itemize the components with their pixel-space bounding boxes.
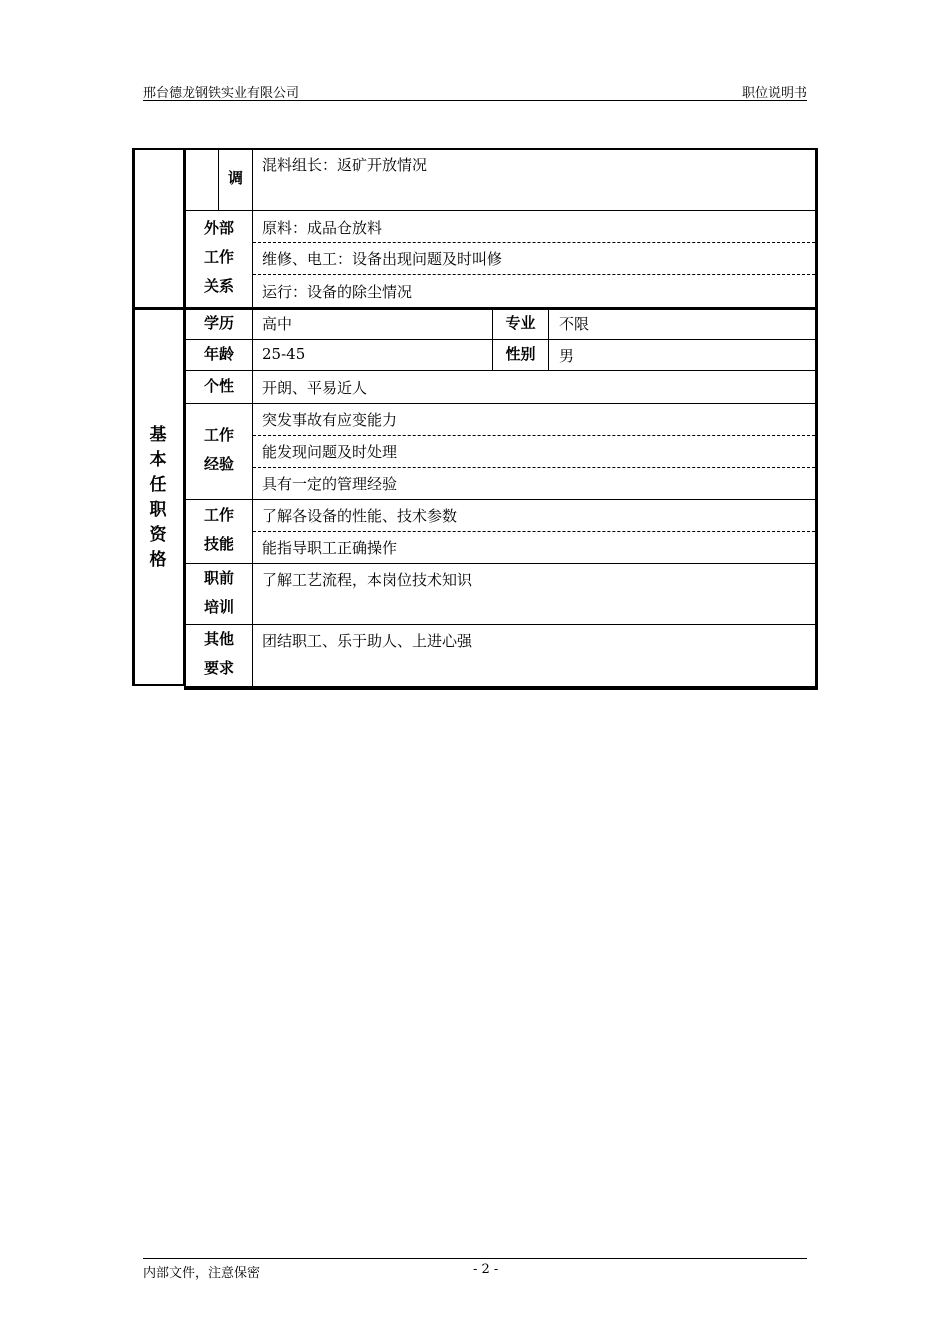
- document-title: 职位说明书: [741, 86, 807, 101]
- page-number: - 2 -: [473, 1262, 499, 1277]
- skills-item: 了解各设备的性能、技术参数: [262, 507, 458, 525]
- section-label-char: 本: [149, 450, 167, 470]
- section-label-qualifications: [148, 423, 168, 573]
- major-value: 不限: [559, 315, 590, 333]
- col-line-label: [252, 148, 253, 686]
- section-label-char: 格: [149, 550, 167, 570]
- skills-label-1: 工作: [203, 506, 234, 524]
- experience-item: 具有一定的管理经验: [262, 475, 398, 493]
- external-relation-item: 维修、电工：设备出现问题及时叫修: [262, 250, 503, 268]
- experience-item: 能发现问题及时处理: [262, 443, 398, 461]
- external-relation-item: 运行：设备的除尘情况: [262, 283, 413, 301]
- training-label-1: 职前: [203, 569, 234, 587]
- other-label-2: 要求: [203, 659, 234, 677]
- job-description-table: [132, 148, 818, 690]
- major-label: 专业: [505, 314, 536, 332]
- page-footer: [143, 1258, 807, 1281]
- company-name: 邢台德龙钢铁实业有限公司: [143, 86, 300, 101]
- table-border-bottom-left: [132, 684, 184, 686]
- row-line-6: [184, 499, 816, 500]
- external-relations-label-3: 关系: [203, 277, 234, 295]
- row-line-7: [184, 563, 816, 564]
- dash-line: [253, 531, 815, 532]
- section-label-char: 资: [149, 525, 167, 545]
- age-label: 年龄: [203, 345, 234, 363]
- external-relation-item: 原料：成品仓放料: [262, 219, 383, 237]
- section-label-char: 职: [149, 500, 167, 520]
- training-label-2: 培训: [203, 598, 234, 616]
- row-line-5: [184, 403, 816, 404]
- row-line-1: [184, 210, 816, 211]
- table-border-left: [132, 148, 135, 686]
- training-value: 了解工艺流程，本岗位技术知识: [262, 571, 473, 589]
- education-value: 高中: [262, 315, 293, 333]
- skills-item: 能指导职工正确操作: [262, 539, 398, 557]
- dash-line: [253, 242, 815, 243]
- table-border-bottom: [184, 686, 818, 690]
- table-border-top: [132, 148, 818, 150]
- dash-line: [253, 274, 815, 275]
- skills-label-2: 技能: [203, 535, 234, 553]
- personality-label: 个性: [203, 377, 234, 395]
- internal-relation-text: 混料组长：返矿开放情况: [262, 156, 428, 174]
- section-label-char: 基: [149, 425, 167, 445]
- external-relations-label-1: 外部: [203, 219, 234, 237]
- internal-relation-label: 调: [227, 169, 243, 187]
- gender-value: 男: [559, 347, 575, 365]
- section-label-char: 任: [149, 475, 167, 495]
- education-label: 学历: [203, 314, 234, 332]
- personality-value: 开朗、平易近人: [262, 379, 368, 397]
- confidential-note: 内部文件，注意保密: [143, 1266, 261, 1281]
- col-line-mid-b: [548, 309, 549, 371]
- experience-item: 突发事故有应变能力: [262, 411, 398, 429]
- other-label-1: 其他: [203, 630, 234, 648]
- experience-label-2: 经验: [203, 455, 234, 473]
- row-line-4: [184, 370, 816, 371]
- row-line-8: [184, 624, 816, 625]
- other-value: 团结职工、乐于助人、上进心强: [262, 632, 473, 650]
- dash-line: [253, 467, 815, 468]
- dash-line: [253, 435, 815, 436]
- page-header: [143, 82, 807, 101]
- table-border-right: [815, 148, 818, 690]
- experience-label-1: 工作: [203, 426, 234, 444]
- external-relations-label-2: 工作: [203, 248, 234, 266]
- gender-label: 性别: [505, 345, 536, 363]
- age-value: 25-45: [262, 345, 306, 363]
